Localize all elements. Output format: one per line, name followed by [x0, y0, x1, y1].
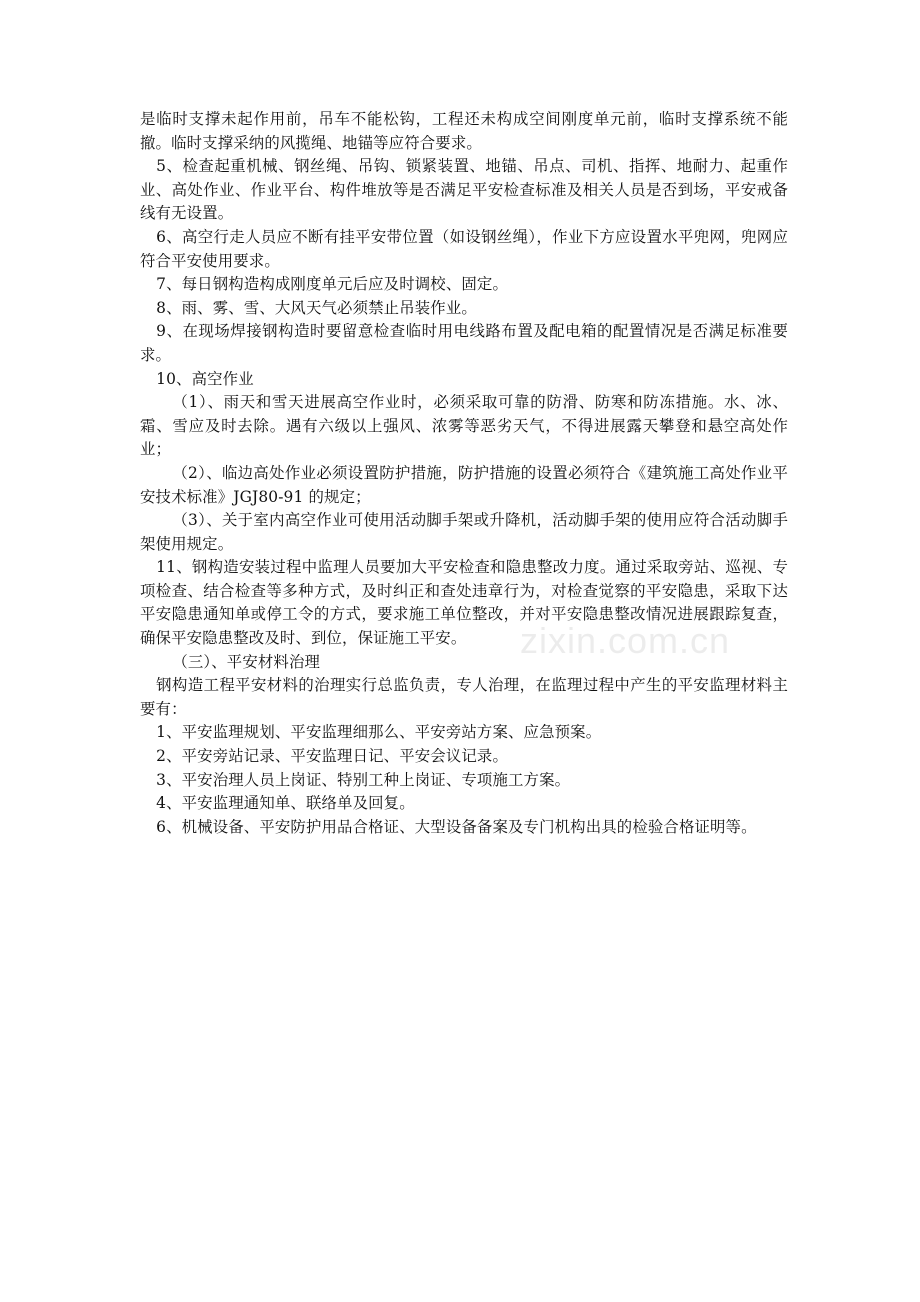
paragraph: （2）、临边高处作业必须设置防护措施，防护措施的设置必须符合《建筑施工高处作业平安技术标准》JGJ80-91 的规定；: [140, 463, 788, 506]
paragraph: 5、检查起重机械、钢丝绳、吊钩、锁紧装置、地锚、吊点、司机、指挥、地耐力、起重作业、高处作业、作业平台、构件堆放等是否满足平安检查标准及相关人员是否到场，平安戒备线有无设置。: [140, 157, 788, 223]
paragraph: 2、平安旁站记录、平安监理日记、平安会议记录。: [156, 747, 508, 766]
paragraph: （1）、雨天和雪天进展高空作业时，必须采取可靠的防滑、防寒和防冻措施。水、冰、霜、雪应及时去除。遇有六级以上强风、浓雾等恶劣天气，不得进展露天攀登和悬空高处作业；: [140, 393, 788, 459]
paragraph: 6、机械设备、平安防护用品合格证、大型设备备案及专门机构出具的检验合格证明等。: [156, 817, 757, 836]
paragraph: 8、雨、雾、雪、大风天气必须禁止吊装作业。: [156, 298, 477, 317]
paragraph: 3、平安治理人员上岗证、特别工种上岗证、专项施工方案。: [156, 770, 571, 789]
paragraph: 10、高空作业: [156, 369, 254, 388]
paragraph: 9、在现场焊接钢构造时要留意检查临时用电线路布置及配电箱的配置情况是否满足标准要求。: [140, 322, 788, 364]
paragraph: （3）、关于室内高空作业可使用活动脚手架或升降机，活动脚手架的使用应符合活动脚手架使用规定。: [140, 511, 788, 553]
paragraph: 4、平安监理通知单、联络单及回复。: [156, 794, 415, 813]
watermark: zixin.com.cn: [520, 620, 731, 661]
paragraph: 7、每日钢构造构成刚度单元后应及时调校、固定。: [156, 275, 508, 294]
paragraph: （三）、平安材料治理: [172, 652, 321, 671]
paragraph: 是临时支撑未起作用前，吊车不能松钩，工程还未构成空间刚度单元前，临时支撑系统不能撤。临时支撑采纳的风揽绳、地锚等应符合要求。: [140, 110, 788, 152]
paragraph: 钢构造工程平安材料的治理实行总监负责，专人治理，在监理过程中产生的平安监理材料主要有：: [140, 676, 788, 718]
paragraph: 11、钢构造安装过程中监理人员要加大平安检查和隐患整改力度。通过采取旁站、巡视、专项检查、结合检查等多种方式，及时纠正和查处违章行为，对检查觉察的平安隐患，采取下达平安隐患通知单或停工令的方式，要求施工单位整改，并对平安隐患整改情况进展跟踪复查，确保平安隐患整改及时、到位，保证施工平安。: [140, 558, 788, 648]
document-body: [140, 108, 788, 839]
paragraph: 6、高空行走人员应不断有挂平安带位置（如设钢丝绳），作业下方应设置水平兜网，兜网应符合平安使用要求。: [140, 227, 788, 270]
paragraph: 1、平安监理规划、平安监理细那么、平安旁站方案、应急预案。: [156, 723, 602, 742]
